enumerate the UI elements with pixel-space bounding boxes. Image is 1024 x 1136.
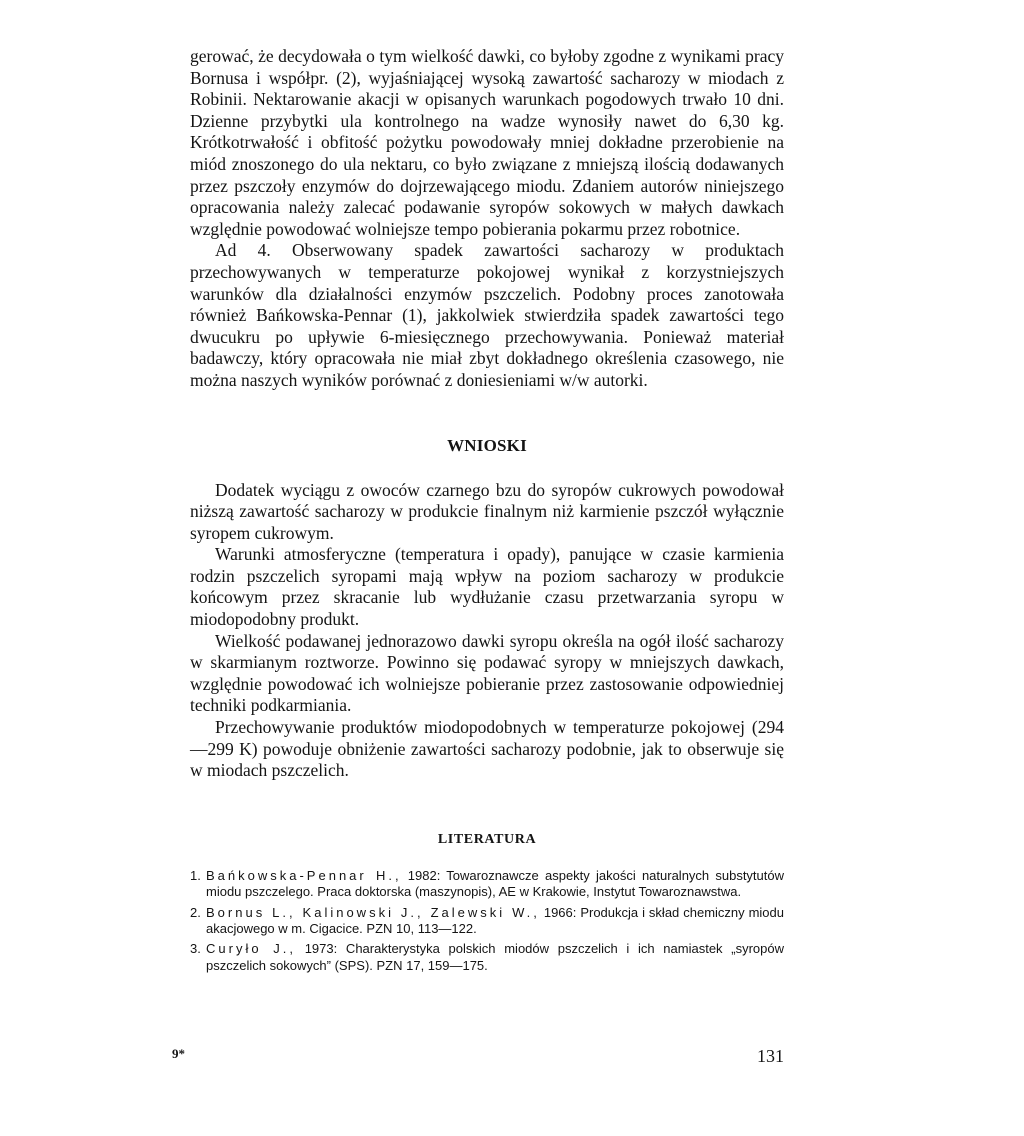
conclusion-item: Przechowywanie produktów miodopodobnych w temperaturze pokojowej (294—299 K) powoduje obniżenie zawartości sacharozy podobnie, jak to obserwuje się w miodach pszczelich. [190, 717, 784, 781]
reference-item [190, 868, 784, 901]
page-number: 131 [757, 1046, 784, 1066]
page-footer [172, 1046, 784, 1070]
conclusion-item: Warunki atmosferyczne (temperatura i opady), panujące w czasie karmienia rodzin pszczelich syropami mają wpływ na poziom sacharozy w produkcie końcowym przez skracanie lub wydłużanie czasu przetwarzania syropu w miodopodobny produkt. [190, 544, 784, 630]
paragraph-continuation: gerować, że decydowała o tym wielkość dawki, co byłoby zgodne z wynikami pracy Bornusa i współpr. (2), wyjaśniającej wysoką zawartość sacharozy w miodach z Robinii. Nektarowanie akacji w opisanych warunkach pogodowych trwało 10 dni. Dzienne przybytki ula kontrolnego na wadze wynosiły nawet do 6,30 kg. Krótkotrwałość i obfitość pożytku powodowały mniej dokładne przerobienie na miód znoszonego do ula nektaru, co było związane z mniejszą ilością dodawanych przez pszczoły enzymów do dojrzewającego miodu. Zdaniem autorów niniejszego opracowania należy zalecać podawanie syropów sokowych w małych dawkach względnie powodować wolniejsze tempo pobierania pokarmu przez robotnice. [190, 46, 784, 239]
reference-details: 1973: Charakterystyka polskich miodów pszczelich i ich namiastek „syropów pszczelich sokowych” (SPS). PZN 17, 159—175. [206, 941, 784, 973]
reference-details: 1966: Produkcja i skład chemiczny miodu akacjowego w m. Cigacice. PZN 10, 113—122. [206, 904, 784, 937]
conclusion-item: Wielkość podawanej jednorazowo dawki syropu określa na ogół ilość sacharozy w skarmianym roztworze. Powinno się podawać syropy w mniejszych dawkach, względnie powodować ich wolniejsze pobieranie przez zastosowanie odpowiedniej techniki podkarmiania. [190, 630, 784, 716]
signature-mark: 9* [172, 1046, 185, 1061]
page-content [190, 46, 784, 978]
section-heading-wnioski: WNIOSKI [447, 435, 527, 455]
reference-list [190, 868, 784, 974]
reference-details: 1982: Towaroznawcze aspekty jakości naturalnych substytutów miodu pszczelego. Praca doktorska (maszynopis), AE w Krakowie, Instytut Towaroznawstwa. [206, 867, 785, 900]
reference-author: Bornus L., Kalinowski J., Zalewski W., [206, 904, 540, 920]
reference-number: 1. [190, 867, 201, 883]
reference-text [206, 868, 784, 901]
section-heading-literatura: LITERATURA [437, 831, 537, 847]
reference-text [206, 905, 784, 938]
conclusion-item: Dodatek wyciągu z owoców czarnego bzu do syropów cukrowych powodował niższą zawartość sacharozy w produkcie finalnym niż karmienie pszczół wyłącznie syropem cukrowym. [190, 479, 784, 543]
reference-item [190, 941, 784, 974]
reference-author: Curyło J., [206, 941, 296, 957]
reference-number: 3. [190, 941, 201, 957]
reference-number: 2. [190, 904, 201, 920]
reference-item [190, 905, 784, 938]
paragraph-ad-4: Ad 4. Obserwowany spadek zawartości sacharozy w produktach przechowywanych w temperaturze pokojowej wynikał z korzystniejszych warunków dla działalności enzymów pszczelich. Podobny proces zanotowała również Bańkowska-Pennar (1), jakkolwiek stwierdziła spadek zawartości tego dwucukru po upływie 6-miesięcznego przechowywania. Ponieważ materiał badawczy, który opracowała nie miał zbyt dokładnego określenia czasowego, nie można naszych wyników porównać z doniesieniami w/w autorki. [190, 240, 784, 390]
reference-text [206, 941, 784, 974]
reference-author: Bańkowska-Pennar H., [206, 867, 402, 883]
